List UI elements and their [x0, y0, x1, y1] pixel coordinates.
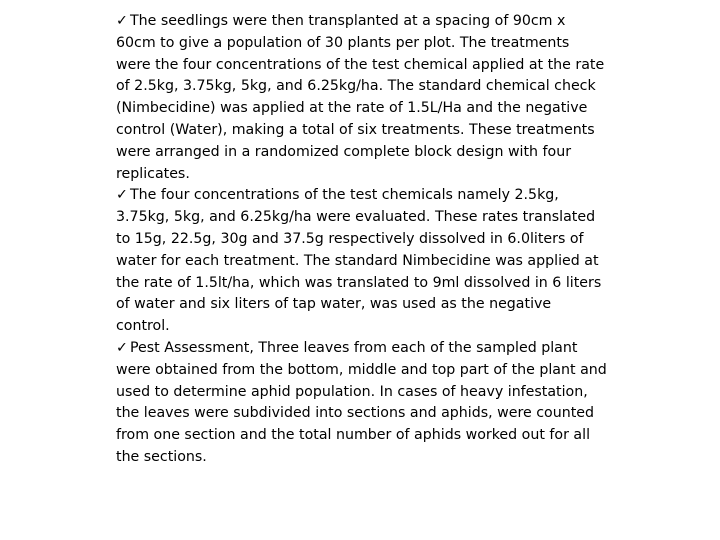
paragraph-text: The four concentrations of the test chemicals namely 2.5kg, 3.75kg, 5kg, and 6.25kg/ha were evaluated. These rates translated to 15g, 22.5g, 30g and 37.5g respectively dissolved in 6.0liters of water for each treatment. The standard Nimbecidine was applied at the rate of 1.5lt/ha, which was translated to 9ml dissolved in 6 liters of water and six liters of tap water, was used as the negative control.	[116, 187, 602, 335]
checkmark-icon: ✓	[116, 13, 128, 29]
slide-body	[116, 11, 608, 469]
checkmark-icon: ✓	[116, 187, 128, 204]
bullet-paragraph-3	[116, 338, 608, 469]
bullet-paragraph-1	[116, 11, 608, 185]
bullet-paragraph-2	[116, 185, 608, 338]
checkmark-icon: ✓	[116, 339, 128, 356]
paragraph-text: The seedlings were then transplanted at a spacing of 90cm x 60cm to give a population of 30 plants per plot. The treatments were the four concentrations of the test chemical applied at the rate of 2.5kg, 3.75kg, 5kg, and 6.25kg/ha. The standard chemical check (Nimbecidine) was applied at the rate of 1.5L/Ha and the negative control (Water), making a total of six treatments. These treatments were arranged in a randomized complete block design with four replicates.	[116, 13, 605, 182]
paragraph-text: Pest Assessment, Three leaves from each of the sampled plant were obtained from the bottom, middle and top part of the plant and used to determine aphid population. In cases of heavy infestation, the leaves were subdivided into sections and aphids, were counted from one section and the total number of aphids worked out for all the sections.	[116, 339, 607, 465]
